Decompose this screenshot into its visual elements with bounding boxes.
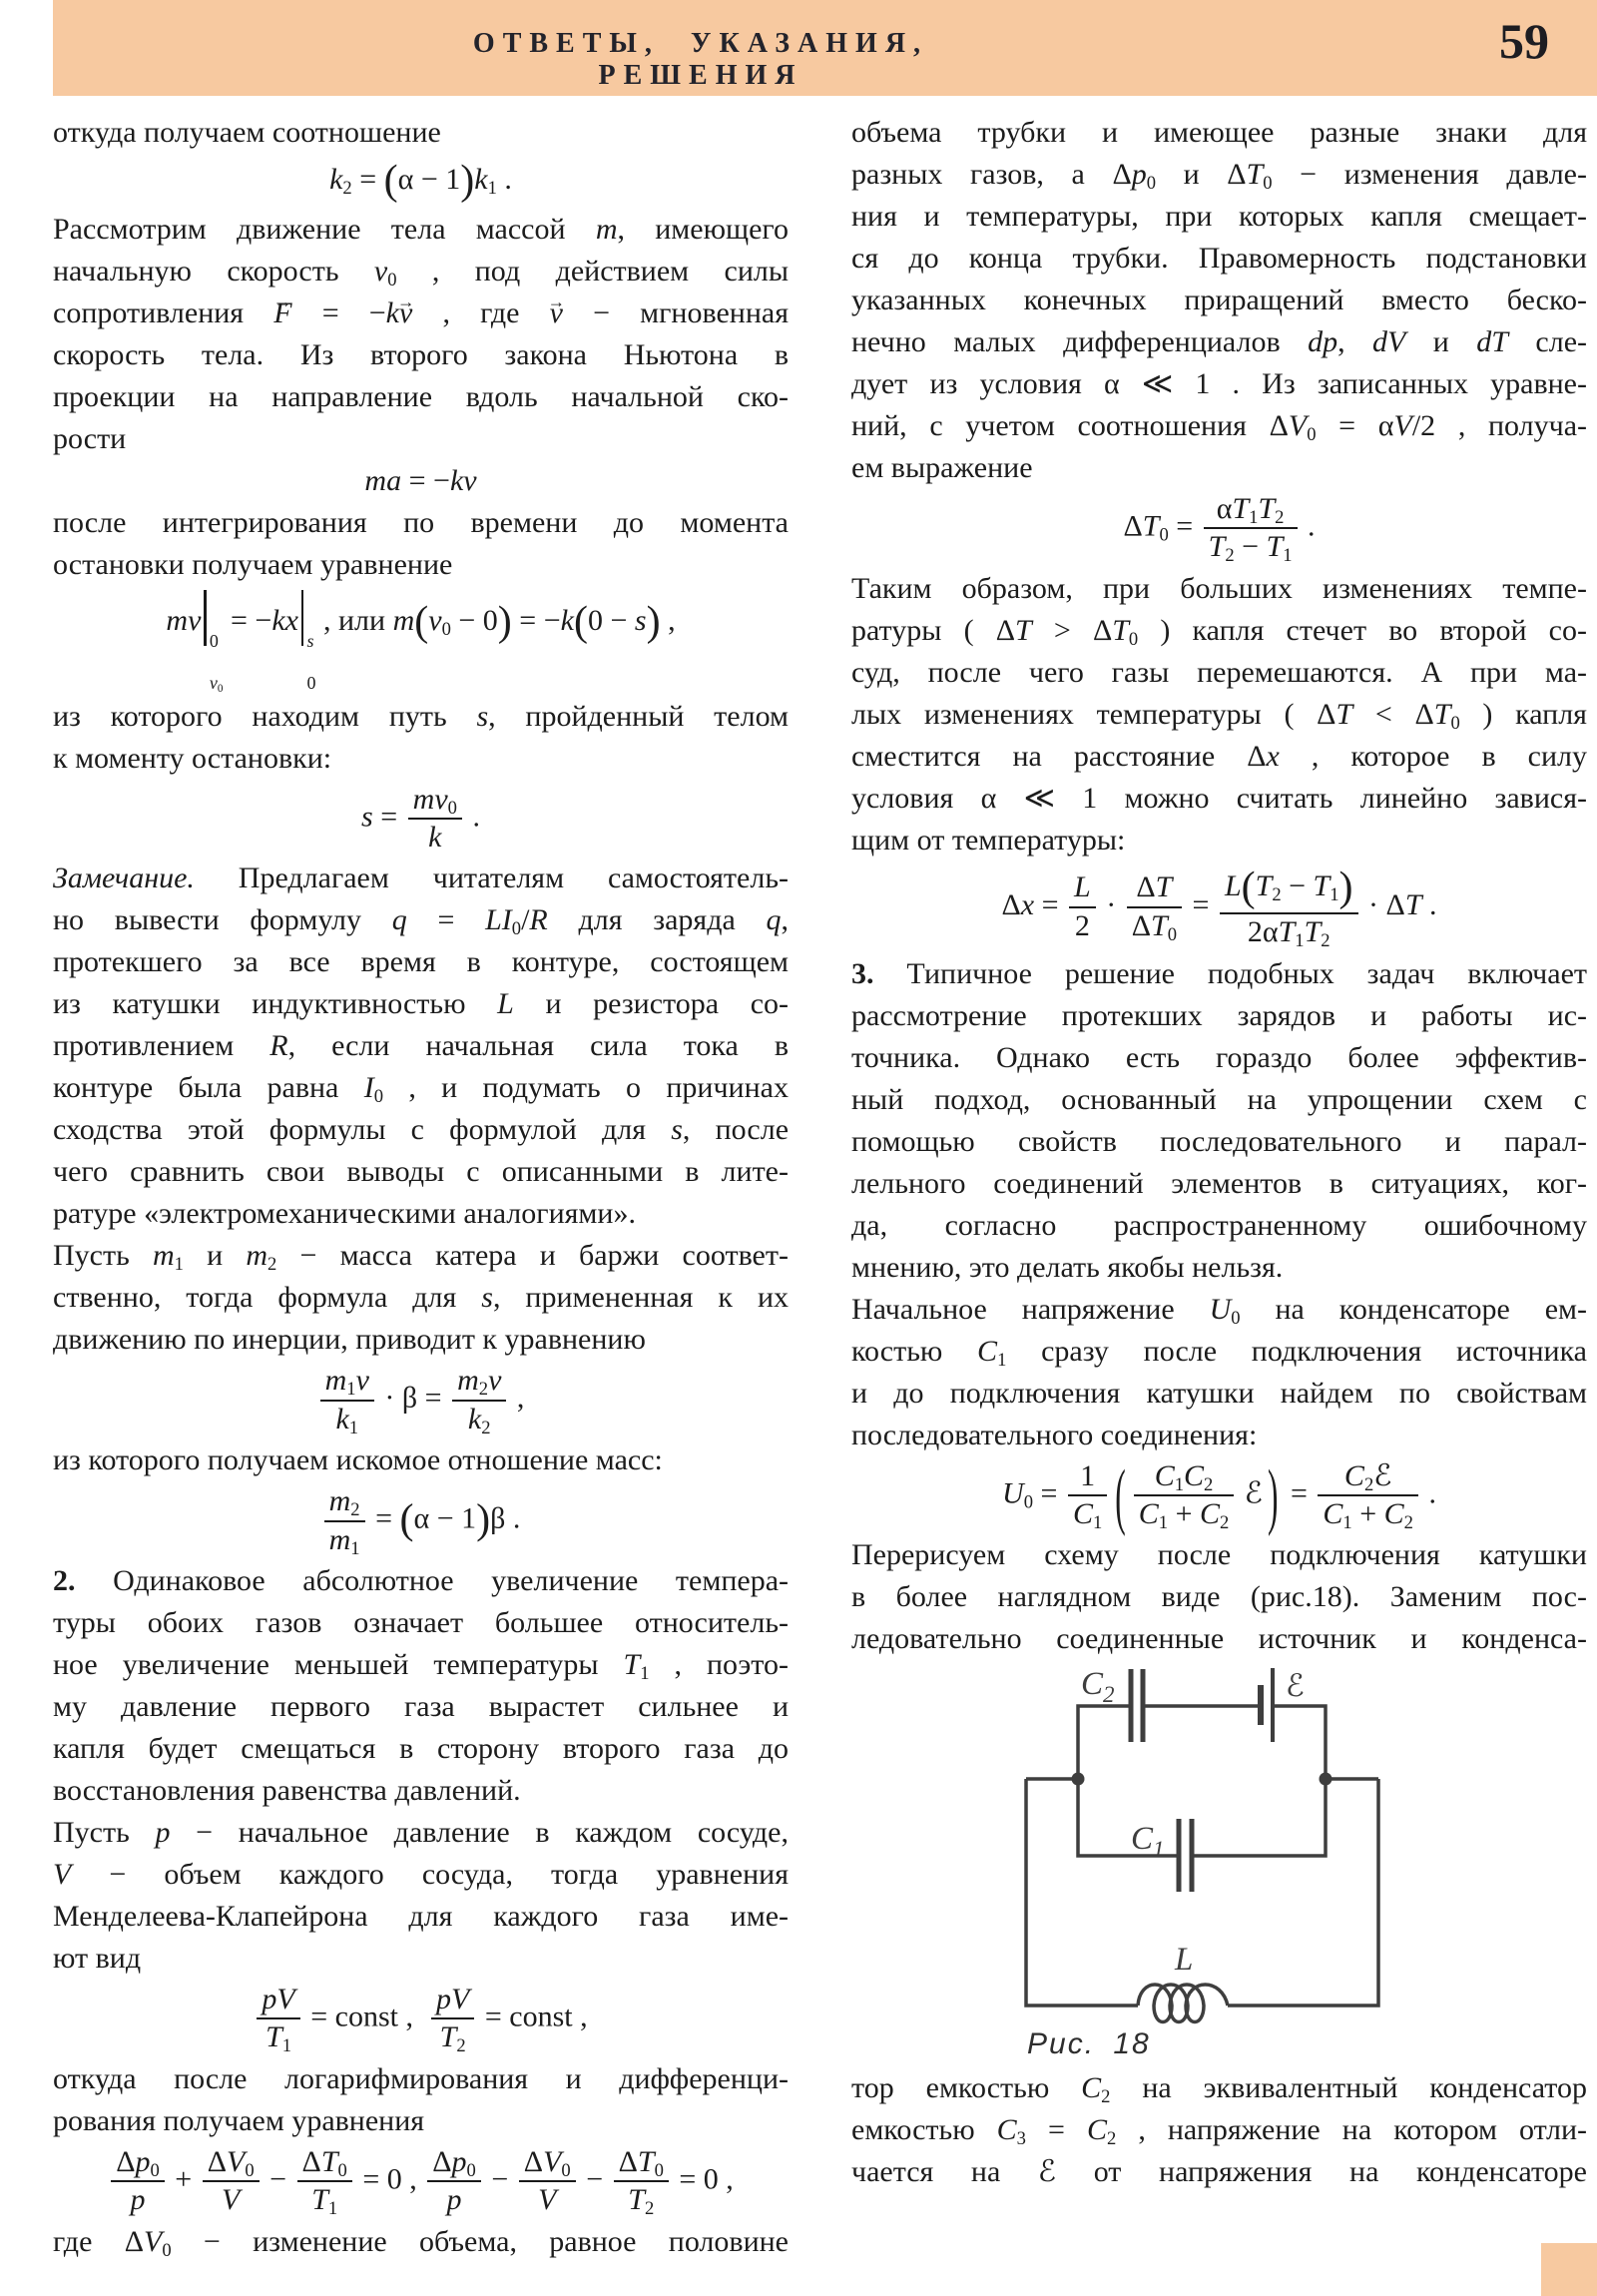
inductor-label: L xyxy=(1175,1942,1194,1979)
text-line: капля будет смещаться в сторону второго газа до xyxy=(53,1731,789,1765)
corner-accent xyxy=(1541,2243,1597,2296)
text-line: откуда получаем соотношение xyxy=(53,116,441,149)
paragraph xyxy=(53,2058,789,2142)
formula: $\frac{m_1v}{k_1}$ · β = $\frac{m_2v}{k_2}$ , xyxy=(53,1365,789,1435)
formula: Δx = $\frac{L}{2}$ · $\frac{\Delta T}{\Delta T_0}$ = $\frac{L(T_2 - T_1)}{2\alpha T_1T_2}$ · ΔT . xyxy=(1001,863,1437,952)
right-column-top xyxy=(851,112,1587,1660)
right-column xyxy=(851,112,1587,2193)
text-line: ратуре «электромеханическими аналогиями». xyxy=(53,1197,636,1231)
left-column xyxy=(53,112,789,2263)
text-line: объема трубки и имеющее разные знаки для xyxy=(851,116,1587,149)
text-line: щим от температуры: xyxy=(851,823,1126,857)
text-line: рости xyxy=(53,422,127,456)
text-line: Пусть $m_1$ и $m_2$ − масса катера и баржи соответ- xyxy=(53,1239,789,1276)
formula: mv 0 $v_0$ = −kx s 0 , или $m(v_0 - 0) = -k(0 - s)$ , xyxy=(53,590,789,692)
paragraph xyxy=(851,953,1587,1289)
text-line: восстановления равенства давлений. xyxy=(53,1773,521,1807)
text-line: после интегрирования по времени до момента xyxy=(53,505,789,539)
text-line: где $\Delta V_0$ − изменение объема, равное половине xyxy=(53,2224,789,2261)
paragraph xyxy=(53,1235,789,1361)
paragraph xyxy=(53,1439,789,1481)
text-line: и до подключения катушки найдем по свойствам xyxy=(851,1376,1587,1410)
text-line: точника. Однако есть гораздо более эффектив- xyxy=(851,1040,1587,1074)
page-number: 59 xyxy=(1499,13,1549,69)
circuit-diagram-svg xyxy=(983,1664,1422,2035)
paragraph xyxy=(851,112,1587,489)
text-line: дует из условия α ≪ 1 . Из записанных уравне- xyxy=(851,367,1587,400)
text-line: но вывести формулу $q = LI_0/R$ для заряда q, xyxy=(53,903,790,940)
text-line: ния и температуры, при которых капля смещает- xyxy=(851,200,1587,233)
paragraph xyxy=(851,2067,1587,2193)
text-line: Менделеева-Клапейрона для каждого газа име- xyxy=(53,1899,789,1933)
formula: $\frac{\Delta p_0}{p}$ + $\frac{\Delta V_0}{V}$ − $\frac{\Delta T_0}{T_1}$ = 0 , $\frac{\Delta p_0}{p}$ − $\frac{\Delta V_0}{V}$ − $\frac{\Delta T_0}{T_2}$ = 0 , xyxy=(53,2146,789,2217)
text-line: Начальное напряжение $U_0$ на конденсаторе ем- xyxy=(851,1292,1587,1329)
capacitor-c1-label: $C_1$ xyxy=(1131,1821,1165,1863)
text-line: контуре была равна $I_0$ , и подумать о причинах xyxy=(53,1071,789,1108)
text-line: начальную скорость $v_0$ , под действием силы xyxy=(53,255,789,291)
text-line: в более наглядном виде (рис.18). Заменим пос- xyxy=(851,1580,1587,1614)
text-line: ем выражение xyxy=(851,451,1033,484)
formula: $U_0$ = $\frac{1}{C_1}$ ( $\frac{C_1C_2}{C_1 + C_2}$ ℰ ) = $C_2ℰ$ $C_1 + C_2$ . xyxy=(1002,1454,1436,1537)
text-line: противлением R, если начальная сила тока в xyxy=(53,1029,789,1063)
paragraph xyxy=(851,1534,1587,1660)
text-line: костью $C_1$ сразу после подключения источника xyxy=(851,1334,1588,1371)
text-line: V − объем каждого сосуда, тогда уравнения xyxy=(53,1857,789,1891)
formula: s = $\frac{mv_0}{k}$ . xyxy=(361,782,480,855)
text-line: ледовательно соединенные источник и конденса- xyxy=(851,1622,1587,1656)
text-line: ют вид xyxy=(53,1941,142,1975)
text-line: нечно малых дифференциалов dp, dV и dT сле- xyxy=(851,325,1588,358)
figure-caption: Рис. 18 xyxy=(1027,2027,1151,2061)
text-line: откуда после логарифмирования и дифференци- xyxy=(53,2061,789,2095)
text-line: туры обоих газов означает большее относитель- xyxy=(53,1605,789,1639)
text-line: емкостью $C_3 = C_2$ , напряжение на котором отли- xyxy=(851,2113,1587,2150)
formula: $\Delta T_0$ = $\frac{\alpha T_1T_2}{T_2 - T_1}$ . xyxy=(1123,492,1316,567)
formula: ma = −kv xyxy=(364,464,477,498)
text-line: рассмотрение протекших зарядов и работы ис- xyxy=(851,998,1587,1032)
wire-top-left xyxy=(1078,1706,1131,1779)
text-line: Рассмотрим движение тела массой m, имеющего xyxy=(53,213,789,247)
paragraph xyxy=(53,696,789,780)
text-line: мнению, это делать якобы нельзя. xyxy=(851,1250,1284,1284)
text-line: да, согласно распространенному ошибочному xyxy=(851,1208,1587,1242)
text-line: 3. Типичное решение подобных задач включает xyxy=(851,956,1587,990)
text-line: из которого получаем искомое отношение масс: xyxy=(53,1443,663,1477)
text-line: тор емкостью $C_2$ на эквивалентный конденсатор xyxy=(851,2071,1587,2108)
paragraph xyxy=(53,502,789,586)
text-line: ное увеличение меньшей температуры $T_1$ , поэто- xyxy=(53,1647,789,1685)
text-line: ратуры ( $\Delta T > \Delta T_0$ ) капля стечет во второй со- xyxy=(851,613,1587,650)
emf-label: ℰ xyxy=(1286,1668,1305,1705)
wire-outer-left xyxy=(1026,1779,1138,2006)
text-line: Замечание. Предлагаем читателям самостоятель- xyxy=(53,861,789,895)
text-line: сместится на расстояние Δx , которое в силу xyxy=(851,739,1587,773)
figure-circuit xyxy=(851,1664,1587,2067)
wire-top-right xyxy=(1273,1706,1326,1779)
text-line: Таким образом, при больших изменениях темпе- xyxy=(851,571,1587,605)
wire-outer-right xyxy=(1228,1779,1378,2006)
text-line: ся до конца трубки. Правомерность подстановки xyxy=(851,242,1587,275)
text-line: к моменту остановки: xyxy=(53,741,332,775)
wire-middle-right xyxy=(1192,1779,1326,1856)
text-line: из катушки индуктивностью L и резистора со- xyxy=(53,987,790,1021)
text-line: остановки получаем уравнение xyxy=(53,547,453,581)
text-line: из которого находим путь s, пройденный телом xyxy=(53,699,789,733)
text-line: разных газов, а $\Delta p_0$ и $\Delta T_0$ − изменения давле- xyxy=(851,158,1587,195)
text-line: му давление первого газа вырастет сильнее и xyxy=(53,1689,789,1723)
text-line: сопротивления → F = −k→ v , где → v − мгновенная xyxy=(53,292,789,334)
text-line: условия α ≪ 1 можно считать линейно завися- xyxy=(851,781,1587,815)
formula: $k_2 = (\alpha - 1)k_1$ . xyxy=(329,158,512,204)
inductor-coil xyxy=(1138,1985,1228,2022)
text-line: Пусть p − начальное давление в каждом сосуде, xyxy=(53,1815,789,1849)
paragraph xyxy=(851,568,1587,861)
formula: $\frac{m_2}{m_1}$ = (α − 1)β . xyxy=(53,1485,789,1556)
paragraph xyxy=(53,112,789,154)
paragraph xyxy=(53,1812,789,1980)
text-line: протекшего за все время в контуре, состоящем xyxy=(53,945,789,979)
text-line: лельного соединений элементов в ситуациях, ког- xyxy=(851,1166,1587,1200)
text-line: последовательного соединения: xyxy=(851,1418,1258,1451)
text-line: движению по инерции, приводит к уравнению xyxy=(53,1323,646,1357)
text-line: ственно, тогда формула для s, примененная к их xyxy=(53,1281,789,1315)
text-line: скорость тела. Из второго закона Ньютона в xyxy=(53,338,789,372)
text-line: чего сравнить свои выводы с описанными в лите- xyxy=(53,1155,789,1189)
paragraph xyxy=(53,2221,789,2263)
text-line: помощью свойств последовательного и парал- xyxy=(851,1124,1587,1158)
text-line: лых изменениях температуры ( $\Delta T < \Delta T_0$ ) капля xyxy=(851,697,1587,734)
paragraph xyxy=(53,858,789,1235)
text-line: Перерисуем схему после подключения катушки xyxy=(851,1538,1587,1572)
text-line: 2. Одинаковое абсолютное увеличение темпера- xyxy=(53,1563,789,1597)
paragraph xyxy=(53,1560,789,1812)
text-line: ный подход, основанный на упрощении схем с xyxy=(851,1082,1587,1116)
right-column-bottom xyxy=(851,2067,1587,2193)
paragraph xyxy=(851,1289,1587,1456)
text-line: ний, с учетом соотношения $\Delta V_0 = \alpha V/2$ , получа- xyxy=(851,409,1588,446)
text-line: проекции на направление вдоль начальной ско- xyxy=(53,380,789,414)
capacitor-c2-label: $C_2$ xyxy=(1081,1666,1115,1708)
text-line: указанных конечных приращений вместо беско- xyxy=(851,284,1587,316)
header-title: ОТВЕТЫ, УКАЗАНИЯ, РЕШЕНИЯ xyxy=(472,28,929,91)
text-line: чается на ℰ от напряжения на конденсаторе xyxy=(851,2154,1587,2190)
formula: $\frac{pV}{T_1}$ = const , $\frac{pV}{T_2}$ = const , xyxy=(53,1984,789,2054)
text-line: рования получаем уравнения xyxy=(53,2103,425,2137)
text-line: сходства этой формулы с формулой для s, после xyxy=(53,1113,790,1147)
paragraph xyxy=(53,209,789,460)
text-line: суд, после чего газы перемешаются. А при ма- xyxy=(851,655,1587,689)
